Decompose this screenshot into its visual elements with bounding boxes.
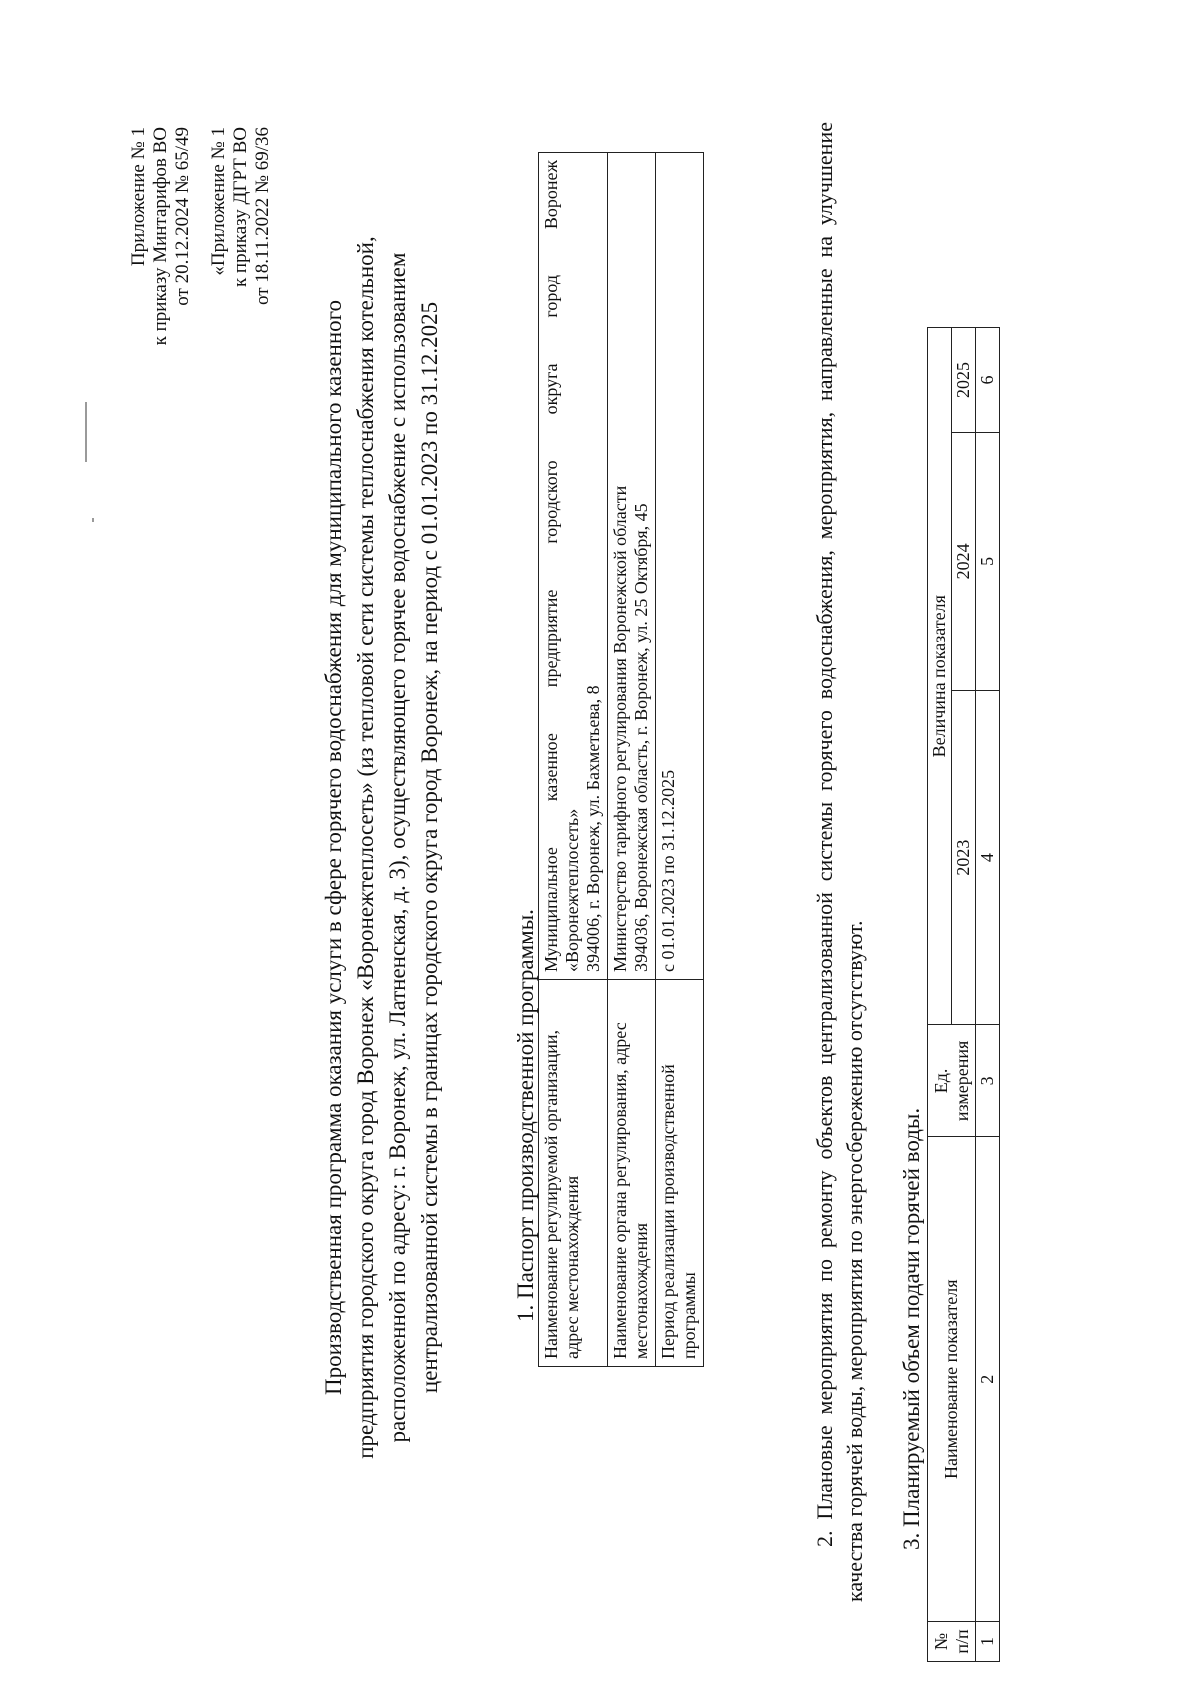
appendix-current-line3: от 20.12.2024 № 65/49 [172,127,193,306]
column-number: 5 [976,432,1000,690]
table-row [539,153,608,1367]
col-header-year: 2024 [952,432,976,690]
column-number: 6 [976,328,1000,433]
table-row [656,153,704,1367]
passport-value-line: 394036, Воронежская область, г. Воронеж, ул. 25 Октября, 45 [631,503,651,972]
section3-heading: 3. Планируемый объем подачи горячей воды. [899,1107,924,1550]
col-header-unit: Ед. измерения [928,1025,976,1137]
appendix-previous-line1: «Приложение № 1 [208,127,229,276]
col-header-year: 2025 [952,328,976,433]
appendix-current-line2: к приказу Минтарифов ВО [150,127,171,346]
scan-mark [85,402,87,462]
passport-value [608,153,656,980]
appendix-current-block [128,127,194,527]
section2-text: 2. Плановые мероприятия по ремонту объектов централизованной системы горячего водоснабжения, мероприятия, направленные на улучшение качества горячей воды, мероприятия по энергосбережению отсутствуют. [812,122,867,1602]
col-header-num: № п/п [928,1622,976,1662]
passport-label: Период реализации производственной программы [656,980,704,1367]
appendix-previous-line2: к приказу ДГРТ ВО [230,127,251,288]
column-number: 1 [976,1622,1000,1662]
column-number: 2 [976,1137,1000,1622]
appendix-current-line1: Приложение № 1 [128,127,149,267]
table-header-row [928,328,952,1662]
column-number: 3 [976,1025,1000,1137]
passport-label: Наименование органа регулирования, адрес местонахождения [608,980,656,1367]
volume-table [927,327,1000,1662]
column-number: 4 [976,690,1000,1025]
passport-value [656,153,704,980]
passport-value-line: «Воронежтеплосеть» [562,808,582,972]
passport-value [539,153,608,980]
table-row [976,328,1000,1662]
passport-label: Наименование регулируемой организации, адрес местонахождения [539,980,608,1367]
appendix-previous-line3: от 18.11.2022 № 69/36 [252,127,273,306]
document-title: Производственная программа оказания услуги в сфере горячего водоснабжения для муниципального казенного предприятия городского округа город Воронеж «Воронежтеплосеть» (из тепловой сети системы теплоснабжения котельной, расположенной по адресу: г. Воронеж, ул. Латненская, д. 3), осуществляющего горячее водоснабжение с использованием централизованной системы в границах городского округа город Воронеж, на период с 01.01.2023 по 31.12.2025 [321,236,442,1459]
scan-mark [92,518,94,522]
passport-value-line: Министерство тарифного регулирования Воронежской области [610,485,630,972]
appendix-previous-block [208,127,274,527]
col-header-name: Наименование показателя [928,1137,976,1622]
col-header-value-group: Величина показателя [928,328,952,1025]
passport-value-line: Муниципальное казенное предприятие городского округа город Воронеж [541,160,561,972]
col-header-year: 2023 [952,690,976,1025]
passport-value-line: с 01.01.2023 по 31.12.2025 [658,769,678,972]
table-row [608,153,656,1367]
section1-heading: 1. Паспорт производственной программы. [513,909,538,1322]
passport-table [538,152,704,1367]
passport-value-line: 394006, г. Воронеж, ул. Бахметьева, 8 [583,685,603,972]
